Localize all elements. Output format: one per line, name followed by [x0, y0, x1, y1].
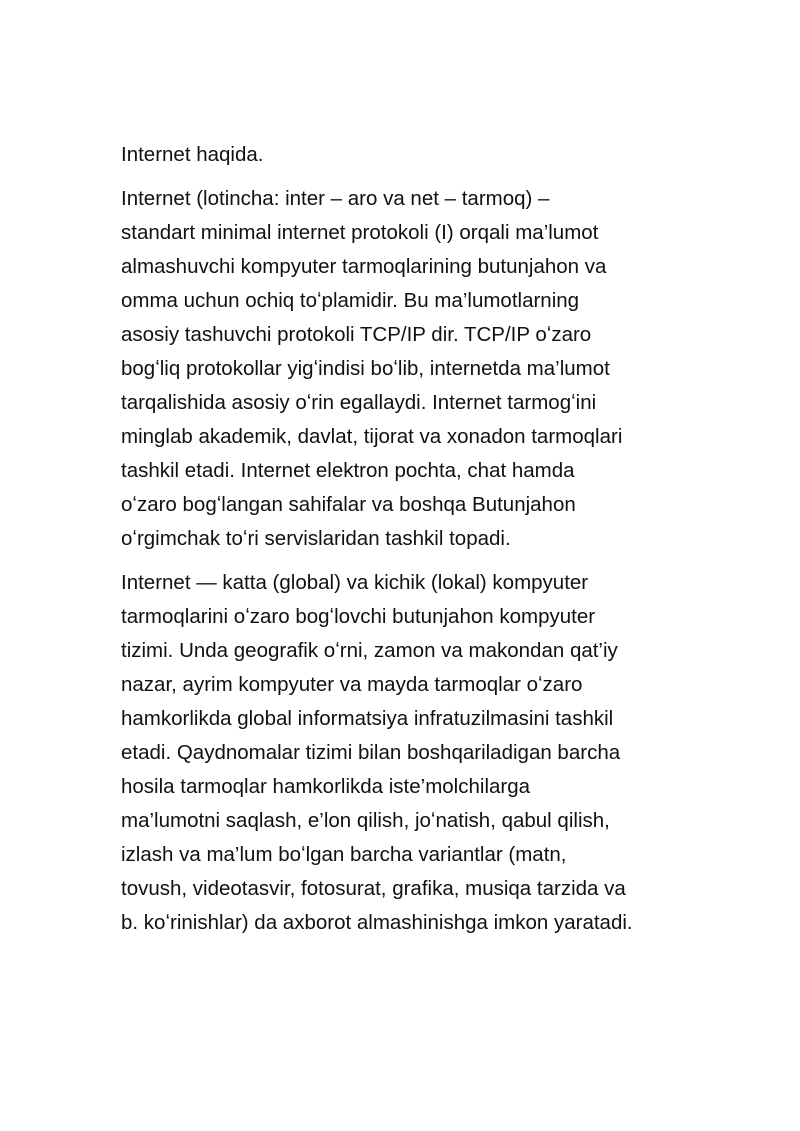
document-body [121, 138, 693, 950]
text-line: b. koʻrinishlar) da axborot almashinishga imkon yaratadi. [121, 911, 633, 934]
document-title: Internet haqida. [121, 143, 264, 166]
text-line: oʻzaro bogʻlangan sahifalar va boshqa Butunjahon [121, 493, 576, 516]
text-line: bogʻliq protokollar yigʻindisi boʻlib, internetda ma’lumot [121, 357, 610, 380]
paragraph-1 [121, 182, 693, 556]
text-line: nazar, ayrim kompyuter va mayda tarmoqlar oʻzaro [121, 673, 583, 696]
text-line: tashkil etadi. Internet elektron pochta, chat hamda [121, 459, 575, 482]
text-line: etadi. Qaydnomalar tizimi bilan boshqariladigan barcha [121, 741, 621, 764]
text-line: tovush, videotasvir, fotosurat, grafika, musiqa tarzida va [121, 877, 626, 900]
text-line: izlash va ma’lum boʻlgan barcha variantlar (matn, [121, 843, 567, 866]
text-line: almashuvchi kompyuter tarmoqlarining butunjahon va [121, 255, 607, 278]
text-line: hosila tarmoqlar hamkorlikda iste’molchilarga [121, 775, 531, 798]
text-line: Internet — katta (global) va kichik (lokal) kompyuter [121, 571, 589, 594]
text-line: tarqalishida asosiy oʻrin egallaydi. Internet tarmogʻini [121, 391, 597, 414]
text-line: oʻrgimchak toʻri servislaridan tashkil topadi. [121, 527, 511, 550]
paragraph-2 [121, 566, 693, 940]
text-line: hamkorlikda global informatsiya infratuzilmasini tashkil [121, 707, 614, 730]
text-line: Internet (lotincha: inter – aro va net – tarmoq) – [121, 187, 550, 210]
text-line: tarmoqlarini oʻzaro bogʻlovchi butunjahon kompyuter [121, 605, 596, 628]
text-line: omma uchun ochiq toʻplamidir. Bu ma’lumotlarning [121, 289, 580, 312]
text-line: standart minimal internet protokoli (I) orqali ma’lumot [121, 221, 599, 244]
text-line: minglab akademik, davlat, tijorat va xonadon tarmoqlari [121, 425, 623, 448]
text-line: ma’lumotni saqlash, e’lon qilish, joʻnatish, qabul qilish, [121, 809, 610, 832]
text-line: tizimi. Unda geografik oʻrni, zamon va makondan qat’iy [121, 639, 618, 662]
text-line: asosiy tashuvchi protokoli TCP/IP dir. TCP/IP oʻzaro [121, 323, 592, 346]
